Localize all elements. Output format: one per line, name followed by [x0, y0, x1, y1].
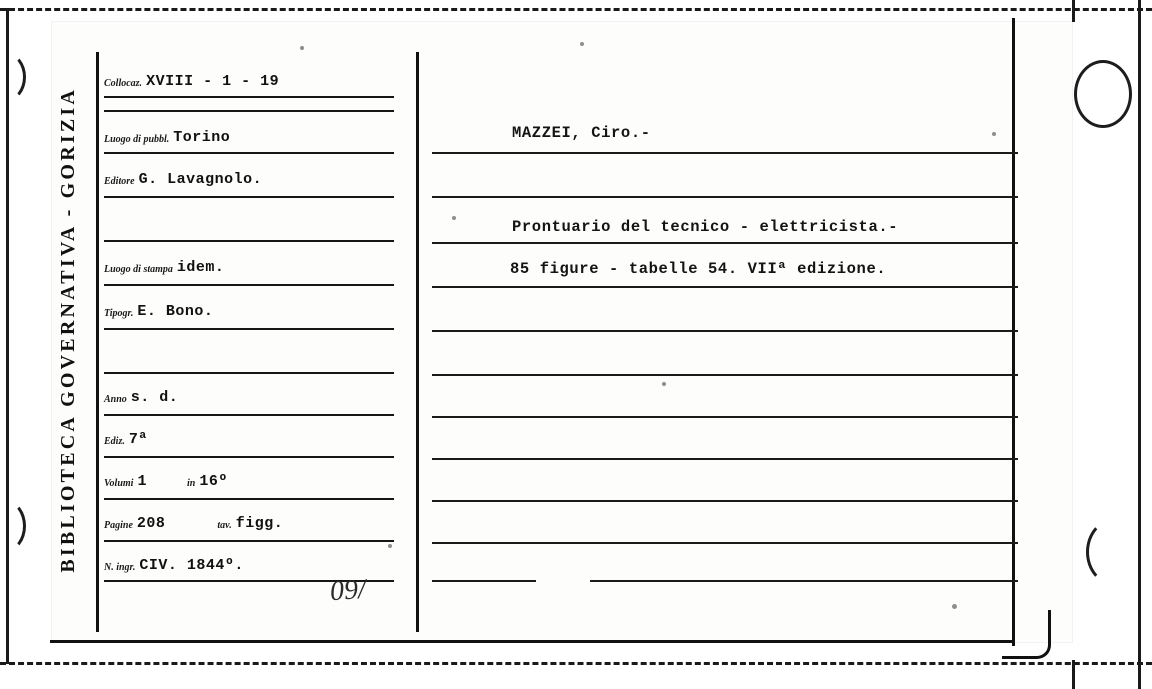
- rule-luogo-stampa: [104, 284, 394, 286]
- field-value-luogo-stampa: idem.: [176, 259, 225, 276]
- right-rule-6: [432, 374, 1018, 376]
- field-tipografo: [104, 292, 213, 322]
- field-edizione: [104, 420, 148, 450]
- field-label-luogo-pubbl: Luogo di pubbl.: [104, 134, 170, 145]
- rule-editore: [104, 196, 394, 198]
- punch-hole-top-icon: [1074, 60, 1132, 128]
- right-rule-10: [432, 542, 1018, 544]
- right-rule-3: [432, 242, 1018, 244]
- field-value-formato: 16º: [199, 473, 228, 490]
- pencil-annotation: 09/: [328, 573, 367, 608]
- right-rule-1: [432, 152, 1018, 154]
- field-value-volumi: 1: [137, 473, 147, 490]
- card-corner-cut: [1002, 610, 1051, 659]
- entry-description: 85 figure - tabelle 54. VIIª edizione.: [510, 260, 887, 278]
- field-value-edizione: 7ª: [128, 431, 148, 448]
- field-label-tavole: tav.: [217, 520, 232, 531]
- library-stamp: [48, 70, 88, 590]
- right-rule-7: [432, 416, 1018, 418]
- rule-collocazione-2: [104, 110, 394, 112]
- rule-blank-row: [104, 240, 394, 242]
- scan-speck: [992, 132, 996, 136]
- right-rule-5: [432, 330, 1018, 332]
- right-rule-11b: [432, 580, 536, 582]
- scan-speck: [952, 604, 957, 609]
- right-rule-11: [590, 580, 1018, 582]
- rule-tipografo: [104, 328, 394, 330]
- field-volumi: [104, 462, 228, 492]
- right-rule-9: [432, 500, 1018, 502]
- field-n-ingresso: [104, 546, 244, 576]
- scan-frame-bottom: [0, 662, 1152, 665]
- right-rule-2: [432, 196, 1018, 198]
- scan-tick-top-right: [1072, 0, 1075, 22]
- card-bottom-edge: [50, 640, 1015, 643]
- scan-speck: [452, 216, 456, 220]
- rule-anno: [104, 414, 394, 416]
- rule-spacer-1: [104, 372, 394, 374]
- field-label-collocazione: Collocaz.: [104, 78, 143, 89]
- field-label-anno: Anno: [104, 394, 127, 405]
- field-label-tipografo: Tipogr.: [104, 308, 134, 319]
- field-label-formato: in: [186, 478, 196, 489]
- field-value-editore: G. Lavagnolo.: [138, 171, 263, 188]
- field-value-collocazione: XVIII - 1 - 19: [146, 73, 280, 90]
- rule-volumi: [104, 498, 394, 500]
- field-luogo-pubbl: [104, 118, 230, 148]
- card-inner-left-rule: [96, 52, 99, 632]
- punch-hole-bottom-icon: [1086, 518, 1144, 586]
- field-value-tipografo: E. Bono.: [137, 303, 214, 320]
- rule-edizione: [104, 456, 394, 458]
- field-value-anno: s. d.: [130, 389, 179, 406]
- scan-speck: [388, 544, 392, 548]
- field-value-pagine: 208: [136, 515, 166, 532]
- rule-pagine: [104, 540, 394, 542]
- scan-speck: [300, 46, 304, 50]
- field-label-edizione: Ediz.: [104, 436, 125, 447]
- right-rule-8: [432, 458, 1018, 460]
- scan-tick-right-edge: [1138, 0, 1141, 689]
- field-label-volumi: Volumi: [104, 478, 134, 489]
- field-anno: [104, 378, 178, 408]
- card-column-divider: [416, 52, 419, 632]
- entry-author: MAZZEI, Ciro.-: [512, 124, 651, 142]
- entry-title: Prontuario del tecnico - elettricista.-: [512, 218, 899, 236]
- scan-speck: [662, 382, 666, 386]
- scan-frame-left: [6, 8, 9, 664]
- field-label-editore: Editore: [104, 176, 135, 187]
- card-right-edge: [1012, 18, 1015, 646]
- scan-tick-bottom-right: [1072, 660, 1075, 689]
- field-value-n-ingresso: CIV. 1844º.: [139, 557, 244, 574]
- rule-luogo-pubbl: [104, 152, 394, 154]
- library-stamp-text: BIBLIOTECA GOVERNATIVA - GORIZIA: [56, 87, 79, 573]
- field-label-luogo-stampa: Luogo di stampa: [104, 264, 173, 275]
- field-luogo-stampa: [104, 248, 224, 278]
- field-label-n-ingresso: N. ingr.: [104, 562, 136, 573]
- field-label-pagine: Pagine: [104, 520, 133, 531]
- edge-arc-bottom-left-icon: [0, 500, 26, 552]
- field-collocazione: [104, 62, 279, 92]
- field-value-luogo-pubbl: Torino: [173, 129, 231, 146]
- field-editore: [104, 160, 262, 190]
- rule-collocazione: [104, 96, 394, 98]
- edge-arc-top-left-icon: [0, 52, 26, 102]
- right-rule-4: [432, 286, 1018, 288]
- field-pagine: [104, 504, 283, 534]
- scan-speck: [580, 42, 584, 46]
- field-value-tavole: figg.: [235, 515, 284, 532]
- scan-frame-top: [0, 8, 1152, 11]
